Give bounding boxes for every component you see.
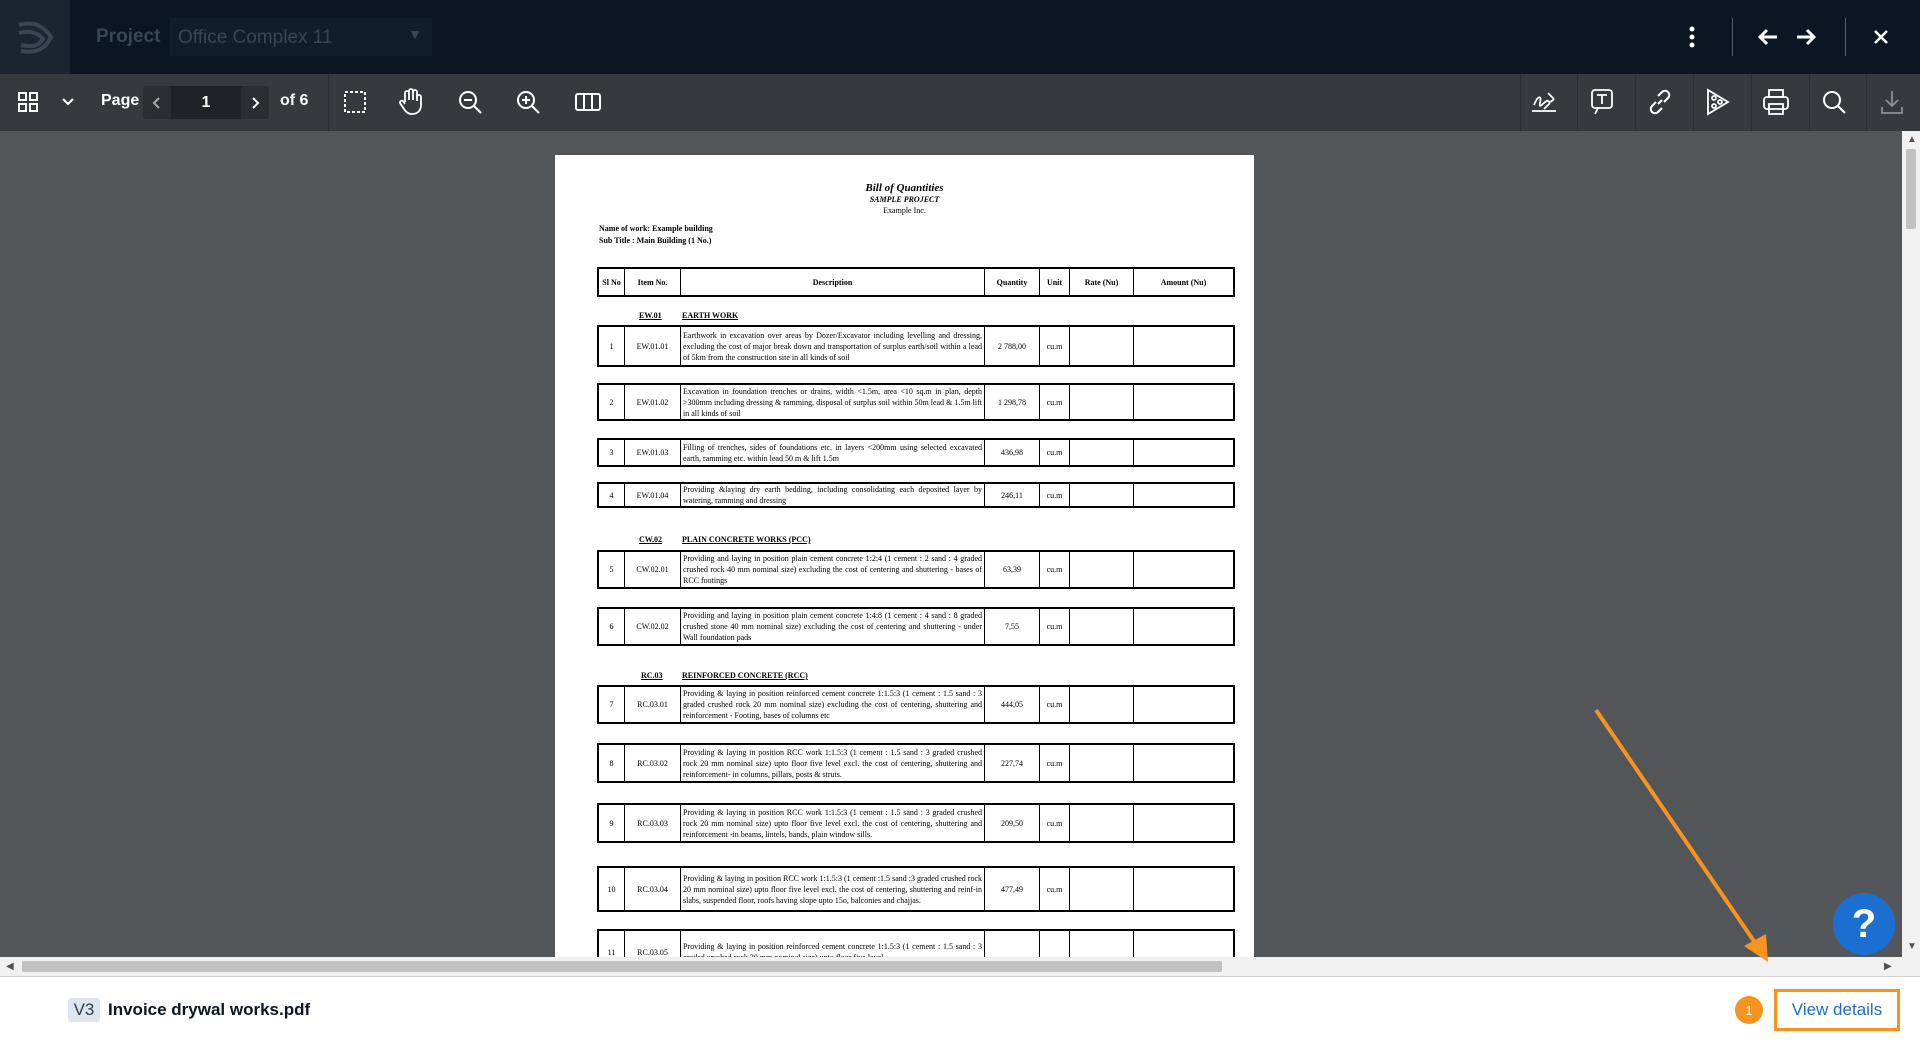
cell-unit: cu.m — [1040, 484, 1070, 506]
search-icon[interactable] — [1814, 82, 1854, 122]
cell-item-no: CW.02.01 — [625, 552, 681, 587]
divider — [1732, 18, 1733, 56]
print-icon[interactable] — [1756, 82, 1796, 122]
cell-amount — [1134, 552, 1233, 587]
cell-unit: cu.m — [1040, 687, 1070, 722]
cell-quantity: 7,55 — [985, 609, 1040, 644]
table-row — [597, 550, 1235, 589]
table-header — [597, 267, 1235, 297]
link-icon[interactable] — [1640, 82, 1680, 122]
scroll-up-icon[interactable]: ▲ — [1907, 134, 1917, 145]
divider — [1845, 18, 1846, 56]
section-name: PLAIN CONCRETE WORKS (PCC) — [682, 535, 811, 544]
zoom-out-icon[interactable] — [450, 82, 490, 122]
marquee-select-icon[interactable] — [335, 82, 375, 122]
file-name: Invoice drywal works.pdf — [108, 1000, 311, 1019]
signature-icon[interactable] — [1524, 82, 1564, 122]
cell-quantity: 436,98 — [985, 440, 1040, 465]
cell-description: Earthwork in excavation over areas by Dozer/Excavator including levelling and dressing, excluding the cost of major break down and transportation of surplus earth/soil within a lead of 5km from the construction site in all kinds of soil — [681, 327, 985, 365]
pdf-page — [555, 155, 1254, 975]
cell-item-no: RC.03.03 — [625, 805, 681, 841]
cell-rate — [1070, 687, 1134, 722]
document-title: Bill of Quantities — [865, 182, 944, 194]
cell-unit: cu.m — [1040, 805, 1070, 841]
cell-sl-no: 8 — [599, 745, 625, 781]
share-icon[interactable] — [1698, 82, 1738, 122]
scroll-down-icon[interactable]: ▼ — [1907, 941, 1917, 952]
pan-hand-icon[interactable] — [391, 82, 431, 122]
page-number-input[interactable] — [175, 89, 237, 116]
text-annotation-icon[interactable] — [1582, 82, 1622, 122]
cell-rate — [1070, 868, 1134, 910]
cell-item-no: RC.03.04 — [625, 868, 681, 910]
column-header: Rate (Nu) — [1070, 269, 1134, 295]
cell-rate — [1070, 484, 1134, 506]
cell-quantity: 1 298,78 — [985, 385, 1040, 419]
divider — [1635, 74, 1636, 131]
cell-amount — [1134, 440, 1233, 465]
cell-quantity: 209,50 — [985, 805, 1040, 841]
viewer-toolbar — [0, 74, 1920, 131]
column-header: Unit — [1040, 269, 1070, 295]
horizontal-scrollbar[interactable] — [0, 957, 1920, 976]
cell-sl-no: 5 — [599, 552, 625, 587]
section-name: EARTH WORK — [682, 311, 739, 320]
table-row — [597, 866, 1235, 912]
cell-unit: cu.m — [1040, 552, 1070, 587]
cell-rate — [1070, 385, 1134, 419]
file-info-bar — [0, 976, 1920, 1041]
section-code: EW.01 — [639, 311, 662, 320]
divider — [328, 74, 329, 131]
cell-rate — [1070, 552, 1134, 587]
cell-item-no: EW.01.02 — [625, 385, 681, 419]
cell-quantity: 444,05 — [985, 687, 1040, 722]
cell-amount — [1134, 805, 1233, 841]
table-row — [597, 438, 1235, 467]
cell-amount — [1134, 687, 1233, 722]
grid-view-icon[interactable] — [8, 82, 48, 122]
name-of-work: Name of work: Example building — [599, 224, 713, 233]
top-bar — [0, 0, 1920, 74]
cell-unit: cu.m — [1040, 745, 1070, 781]
page-total: of 6 — [280, 92, 309, 109]
close-icon[interactable] — [1868, 24, 1894, 50]
column-header: Quantity — [985, 269, 1040, 295]
view-details-button[interactable]: View details — [1774, 989, 1900, 1031]
project-label: Project — [96, 26, 161, 47]
cell-item-no: RC.03.01 — [625, 687, 681, 722]
column-header: Amount (Nu) — [1160, 277, 1207, 287]
chevron-down-icon: ▼ — [408, 26, 422, 42]
table-row — [597, 743, 1235, 783]
document-viewport[interactable] — [0, 131, 1902, 957]
scroll-right-icon[interactable]: ▶ — [1884, 961, 1892, 972]
cell-unit: cu.m — [1040, 609, 1070, 644]
cell-item-no: CW.02.02 — [625, 609, 681, 644]
cell-rate — [1070, 327, 1134, 365]
section-code: RC.03 — [641, 671, 663, 680]
cell-quantity: 63,39 — [985, 552, 1040, 587]
previous-page-button[interactable] — [143, 86, 171, 119]
vertical-scrollbar[interactable] — [1902, 131, 1920, 957]
version-badge: V3 — [68, 998, 100, 1022]
cell-sl-no: 11 — [599, 931, 625, 973]
cell-sl-no: 4 — [599, 484, 625, 506]
cell-sl-no: 7 — [599, 687, 625, 722]
column-header: Description — [681, 269, 985, 295]
cell-rate — [1070, 609, 1134, 644]
cell-description: Providing & laying in position reinforced cement concrete 1:1.5:3 (1 cement : 1.5 sand : 3 graded crushed rock 20 mm nominal size) excluding the cost of centering, shuttering and reinforcement - Footing, bases of columns etc — [681, 687, 985, 722]
sub-title: Sub Title : Main Building (1 No.) — [599, 236, 712, 245]
cell-item-no: EW.01.01 — [625, 327, 681, 365]
divider — [1520, 74, 1521, 131]
table-row — [597, 803, 1235, 843]
document-subtitle: SAMPLE PROJECT — [869, 195, 940, 204]
section-code: CW.02 — [639, 535, 663, 544]
table-row — [597, 325, 1235, 367]
cell-amount — [1134, 484, 1233, 506]
cell-amount — [1134, 327, 1233, 365]
divider — [1751, 74, 1752, 131]
cell-description: Providing &laying dry earth bedding, including consolidating each deposited layer by watering, ramming and dressing — [681, 484, 985, 506]
chevron-down-icon[interactable] — [50, 82, 86, 122]
cell-description: Providing and laying in position plain cement concrete 1:2:4 (1 cement : 2 sand : 4 graded crushed rock 40 mm nominal size) excluding the cost of centering and shuttering - bases of RCC footings — [681, 552, 985, 587]
cell-item-no: RC.03.02 — [625, 745, 681, 781]
table-row — [597, 482, 1235, 508]
cell-sl-no: 6 — [599, 609, 625, 644]
cell-description: Providing & laying in position RCC work 1:1.5:3 (1 cement :1.5 sand :3 graded crushed rock 20 mm nominal size) upto floor five level excl. the cost of centering, shuttering and reinf-in slabs, suspended floor, roofs having slope upto 15o, balconies and chajjas. — [681, 868, 985, 910]
cell-sl-no: 10 — [599, 868, 625, 910]
logo-icon[interactable] — [0, 0, 70, 74]
scroll-left-icon[interactable]: ◀ — [6, 961, 14, 972]
cell-description: Providing & laying in position RCC work 1:1.5:3 (1 cement : 1.5 sand : 3 graded crushed rock 20 mm nominal size) upto floor five level excl. the cost of centering, shuttering and reinforcement- in columns, pillars, posts & struts. — [681, 745, 985, 781]
cell-unit: cu.m — [1040, 868, 1070, 910]
cell-description: Excavation in foundation trenches or drains, width <1.5m, area <10 sq.m in plan, depth >300mm including dressing & ramming, disposal of surplus soil within 50m lead & 1.5m lift in all kinds of soil — [681, 385, 985, 419]
cell-sl-no: 3 — [599, 440, 625, 465]
column-header: Item No. — [625, 269, 681, 295]
cell-rate — [1070, 745, 1134, 781]
download-icon[interactable] — [1872, 82, 1912, 122]
divider — [1693, 74, 1694, 131]
cell-unit: cu.m — [1040, 385, 1070, 419]
divider — [1577, 74, 1578, 131]
arrow-left-icon[interactable] — [1754, 24, 1782, 50]
cell-quantity: 2 788,00 — [985, 327, 1040, 365]
columns-icon[interactable] — [568, 82, 608, 122]
more-vertical-icon[interactable] — [1680, 22, 1704, 52]
project-select[interactable] — [170, 18, 432, 56]
cell-description: Filling of trenches, sides of foundations etc. in layers <200mm using selected excavated earth, ramming etc. within lead 50 m & lift 1.5m — [681, 440, 985, 465]
cell-description: Providing & laying in position reinforced cement concrete 1:1.5:3 (1 cement : 1.5 sand : 3 — [681, 931, 985, 973]
notification-count-badge: 1 — [1735, 996, 1763, 1024]
cell-item-no: EW.01.03 — [625, 440, 681, 465]
section-name: REINFORCED CONCRETE (RCC) — [682, 671, 808, 680]
cell-description: Providing & laying in position RCC work 1:1.5:3 (1 cement : 1.5 sand : 3 graded crushed rock 20 mm nominal size) upto floor five level excl. the cost of centering, shuttering and reinforcement -in beams, lintels, bands, plain window sills. — [681, 805, 985, 841]
project-select-value: Office Complex 11 — [178, 27, 333, 48]
zoom-in-icon[interactable] — [508, 82, 548, 122]
arrow-right-icon[interactable] — [1792, 24, 1820, 50]
help-button[interactable]: ? — [1833, 893, 1895, 955]
page-navigator — [143, 86, 269, 119]
table-row — [597, 383, 1235, 421]
next-page-button[interactable] — [241, 86, 269, 119]
column-header: Sl No — [599, 269, 625, 295]
cell-amount — [1134, 745, 1233, 781]
cell-amount — [1134, 609, 1233, 644]
cell-rate — [1070, 440, 1134, 465]
cell-item-no: EW.01.04 — [625, 484, 681, 506]
cell-amount — [1134, 868, 1233, 910]
divider — [1809, 74, 1810, 131]
divider — [1866, 74, 1867, 131]
cell-sl-no: 1 — [599, 327, 625, 365]
table-row — [597, 607, 1235, 646]
cell-item-no: RC.03.05 — [625, 931, 681, 973]
page-label: Page — [101, 92, 140, 109]
table-row — [597, 685, 1235, 724]
vertical-scroll-thumb[interactable] — [1906, 149, 1916, 229]
cell-sl-no: 9 — [599, 805, 625, 841]
cell-sl-no: 2 — [599, 385, 625, 419]
cell-amount — [1134, 385, 1233, 419]
cell-rate — [1070, 805, 1134, 841]
document-company: Example Inc. — [883, 206, 926, 215]
cell-unit: cu.m — [1040, 440, 1070, 465]
cell-unit: cu.m — [1040, 327, 1070, 365]
horizontal-scroll-thumb[interactable] — [22, 961, 1222, 972]
cell-quantity: 227,74 — [985, 745, 1040, 781]
cell-quantity: 477,49 — [985, 868, 1040, 910]
cell-quantity: 246,11 — [985, 484, 1040, 506]
cell-description: Providing and laying in position plain cement concrete 1:4:8 (1 cement : 4 sand : 8 graded crushed stone 40 mm nominal size) excluding the cost of centering and shuttering - under Wall foundation pads — [681, 609, 985, 644]
